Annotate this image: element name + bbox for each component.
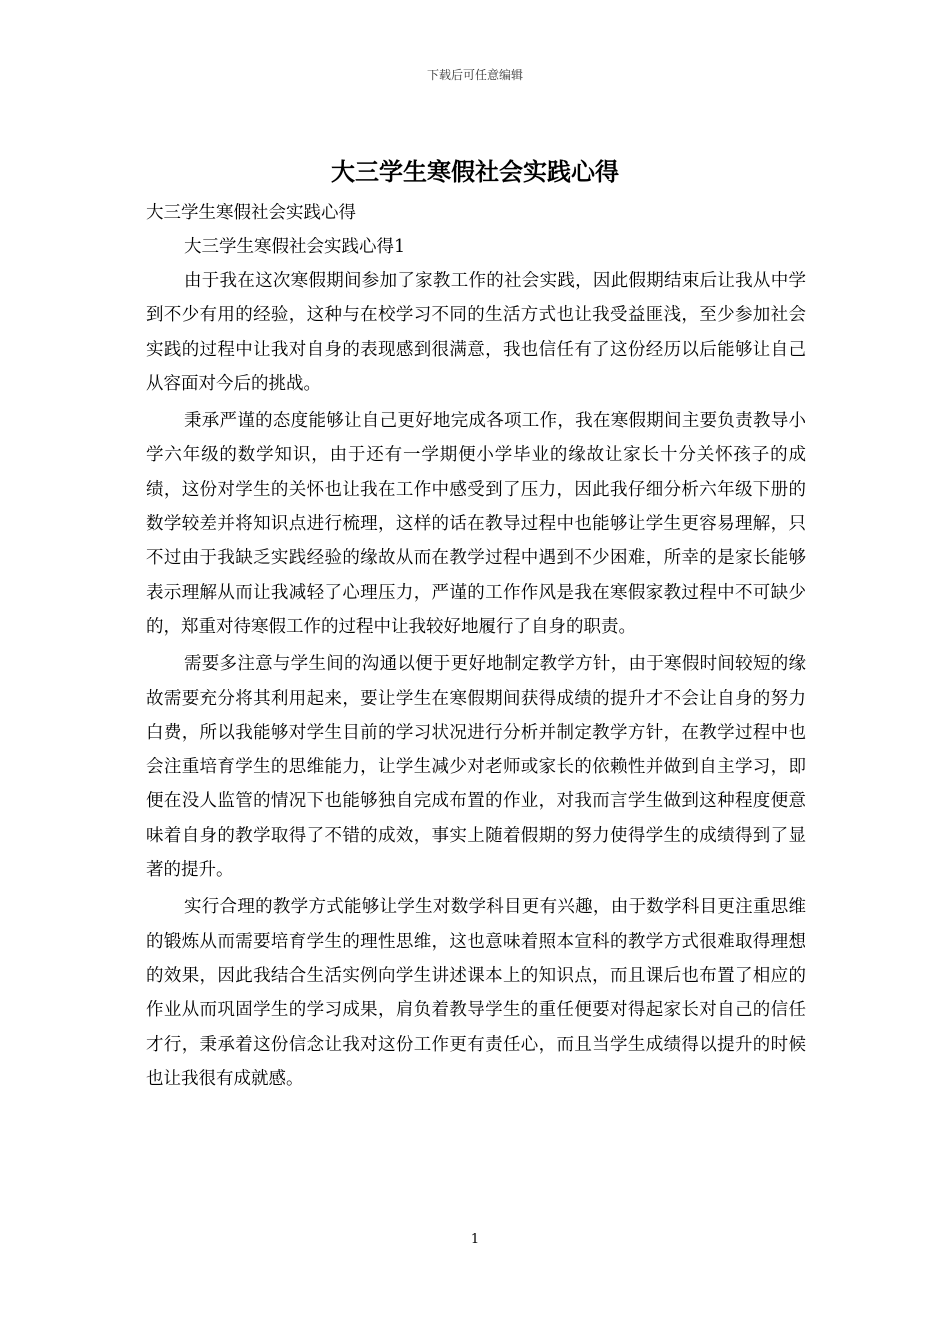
paragraph: 秉承严谨的态度能够让自己更好地完成各项工作，我在寒假期间主要负责教导小学六年级的数学知识，由于还有一学期便小学毕业的缘故让家长十分关怀孩子的成绩，这份对学生的关怀也让我在工作中感受到了压力，因此我仔细分析六年级下册的数学较差并将知识点进行梳理，这样的话在教导过程中也能够让学生更容易理解，只不过由于我缺乏实践经验的缘故从而在教学过程中遇到不少困难，所幸的是家长能够表示理解从而让我减轻了心理压力，严谨的工作作风是我在寒假家教过程中不可缺少的，郑重对待寒假工作的过程中让我较好地履行了自身的职责。 bbox=[146, 411, 806, 637]
section-heading: 大三学生寒假社会实践心得1 bbox=[184, 237, 406, 257]
document-title: 大三学生寒假社会实践心得 bbox=[331, 157, 619, 186]
paragraph: 由于我在这次寒假期间参加了家教工作的社会实践，因此假期结束后让我从中学到不少有用的经验，这种与在校学习不同的生活方式也让我受益匪浅，至少参加社会实践的过程中让我对自身的表现感到很满意，我也信任有了这份经历以后能够让自己从容面对今后的挑战。 bbox=[146, 271, 806, 394]
paragraph: 需要多注意与学生间的沟通以便于更好地制定教学方针，由于寒假时间较短的缘故需要充分将其利用起来，要让学生在寒假期间获得成绩的提升才不会让自身的努力白费，所以我能够对学生目前的学习状况进行分析并制定教学方针，在教学过程中也会注重培育学生的思维能力，让学生减少对老师或家长的依赖性并做到自主学习，即便在没人监管的情况下也能够独自完成布置的作业，对我而言学生做到这种程度便意味着自身的教学取得了不错的成效，事实上随着假期的努力使得学生的成绩得到了显著的提升。 bbox=[146, 654, 806, 881]
page-header-note: 下载后可任意编辑 bbox=[426, 68, 523, 82]
document-subtitle: 大三学生寒假社会实践心得 bbox=[146, 203, 356, 223]
paragraph: 实行合理的教学方式能够让学生对数学科目更有兴趣，由于数学科目更注重思维的锻炼从而需要培育学生的理性思维，这也意味着照本宣科的教学方式很难取得理想的效果，因此我结合生活实例向学生讲述课本上的知识点，而且课后也布置了相应的作业从而巩固学生的学习成果，肩负着教导学生的重任便要对得起家长对自己的信任才行，秉承着这份信念让我对这份工作更有责任心，而且当学生成绩得以提升的时候也让我很有成就感。 bbox=[146, 897, 806, 1089]
page-number: 1 bbox=[470, 1232, 480, 1247]
document-body bbox=[146, 196, 806, 1099]
